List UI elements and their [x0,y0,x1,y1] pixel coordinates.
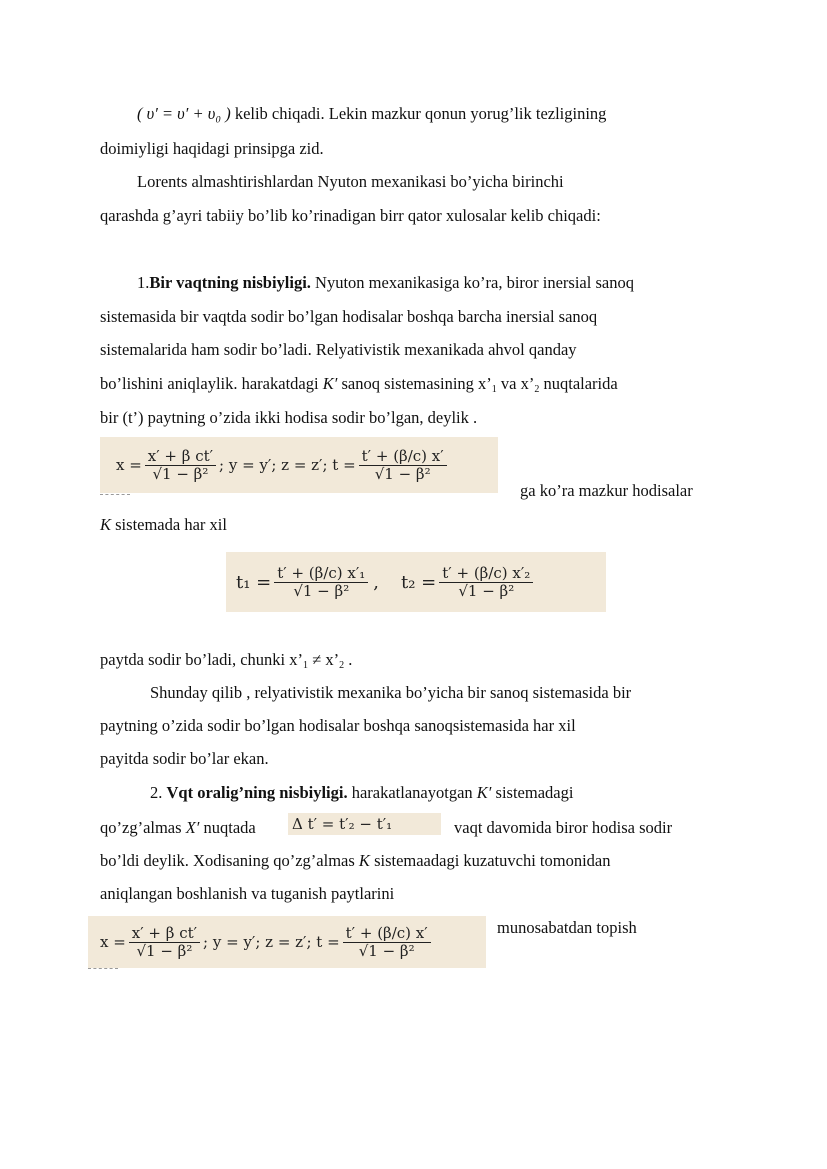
text-line: aniqlangan boshlanish va tuganish paytlarini [100,884,395,903]
text-line: Shunday qilib , relyativistik mexanika bo’yicha bir sanoq sistemasida bir [150,683,632,702]
text-line: vaqt davomida biror hodisa sodir [454,818,673,837]
text-line: payitda sodir bo’lar ekan. [100,749,269,768]
text-line: K sistemada har xil [100,515,227,534]
divider [88,968,118,969]
lorentz-formula-image-2: x = $\frac{\text{x′ + β ct′}}{\text{√1 − β²}}$ ; y = y′; z = z′; t = $\frac{t' + (\beta/c) x'}{\text{√1 − β²}}$ [88,916,486,968]
text-line: bo’lishini aniqlaylik. harakatdagi K′ sanoq sistemasining $x’_1$ va $x’_2$ nuqtalarida [100,374,618,395]
text-line: sistemasida bir vaqtda sodir bo’lgan hodisalar boshqa barcha inersial sanoq [100,307,598,326]
velocity-equation: ( υ′ = υ′ + υ₀ ) [137,104,231,123]
text-line: sistemalarida ham sodir bo’ladi. Relyativistik mexanikada ahvol qanday [100,340,577,359]
delta-t-formula-image: Δ t′ = t′₂ − t′₁ [288,813,441,835]
t1-t2-formula-image: t₁ = $\frac{\text{t′ + (β/c) x′₁}}{\text{√1 − β²}}$ , t₂ = $\frac{\text{t′ + (β/c) x′₂}}{\text{√1 − β²}}$ [226,552,606,612]
text-line: bo’ldi deylik. Xodisaning qo’zg’almas K sistemaadagi kuzatuvchi tomonidan [100,851,611,870]
text-line: doimiyligi haqidagi prinsipga zid. [100,139,324,158]
section-heading-1: 1.Bir vaqtning nisbiyligi. Nyuton mexanikasiga ko’ra, biror inersial sanoq [137,273,634,292]
text-line: qo’zg’almas X′ nuqtada [100,818,256,837]
text-line: munosabatdan topish [497,918,637,937]
lorentz-formula-image: x = $\frac{\text{x′ + β ct′}}{\text{√1 − β²}}$ ; y = y′; z = z′; t = $\frac{t' + (\beta/c) x'}{\text{√1 − β²}}$ [100,437,498,493]
divider [100,494,130,495]
text-line: paytda sodir bo’ladi, chunki $x’_1$ ≠ $x’_2$ . [100,650,353,671]
text-line: Lorents almashtirishlardan Nyuton mexanikasi bo’yicha birinchi [137,172,564,191]
text-line: qarashda g’ayri tabiiy bo’lib ko’rinadigan birr qator xulosalar kelib chiqadi: [100,206,601,225]
section-heading-2: 2. Vqt oralig’ning nisbiyligi. harakatlanayotgan K′ sistemadagi [150,783,574,802]
text-line: paytning o’zida sodir bo’lgan hodisalar boshqa sanoqsistemasida har xil [100,716,576,735]
text-line: ga ko’ra mazkur hodisalar [520,481,693,500]
text-line: bir (t’) paytning o’zida ikki hodisa sodir bo’lgan, deylik . [100,408,478,427]
text-line: ( υ′ = υ′ + υ₀ ) kelib chiqadi. Lekin mazkur qonun yorug’lik tezligining [137,104,607,123]
